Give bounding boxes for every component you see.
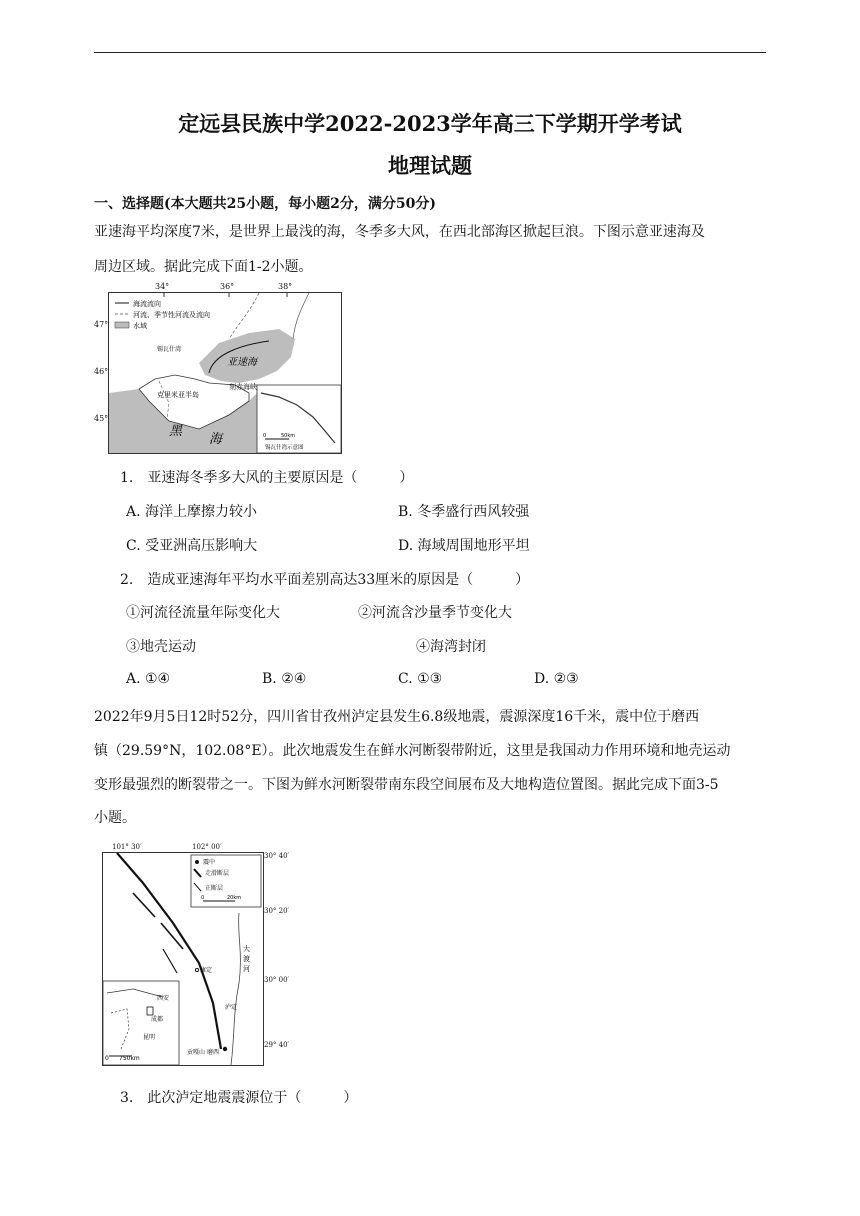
option-b[interactable]: B. ②④ [262, 671, 307, 687]
azov-label: 亚速海 [227, 357, 257, 368]
lon-label: 102° 00′ [192, 843, 222, 851]
azov-sea-water [199, 329, 295, 383]
kangding-marker [195, 968, 198, 971]
scale-label: 20km [227, 895, 242, 901]
lon-label: 36° [220, 282, 235, 291]
question-stem: 3. 此次泸定地震震源位于（ ） [120, 1090, 358, 1106]
passage-line: 2022年9月5日12时52分，四川省甘孜州泸定县发生6.8级地震，震源深度16千米，震中位于磨西 [94, 709, 700, 725]
passage-line: 亚速海平均深度7米，是世界上最浅的海，冬季多大风，在西北部海区掀起巨浪。下图示意亚速海及 [94, 224, 705, 240]
crimea-label: 克里米亚半岛 [157, 391, 199, 399]
xianshuihe-fault-map [102, 852, 264, 1066]
lat-label: 45° [94, 414, 109, 423]
top-rule [94, 52, 766, 53]
chengdu-label: 成都 [151, 1016, 164, 1023]
statement-item: ④海湾封闭 [416, 639, 486, 655]
inset-scale-zero: 0 [263, 433, 267, 439]
fault-segment [163, 949, 177, 973]
question-stem: 2. 造成亚速海年平均水平面差别高达33厘米的原因是（ ） [120, 572, 530, 588]
dadu-river [231, 913, 240, 1065]
option-label: A. [126, 504, 141, 520]
option-label: B. [398, 504, 413, 520]
luding-label: 泸定 [225, 1004, 238, 1011]
legend-item: 水域 [133, 322, 147, 330]
gongga-label: 贡嘎山 [187, 1049, 206, 1056]
passage-line: 变形最强烈的断裂带之一。下图为鲜水河断裂带南东段空间展布及大地构造位置图。据此完成下面3-5 [94, 777, 719, 793]
river [229, 293, 259, 339]
epicenter-marker [223, 1047, 227, 1051]
lat-label: 30° 40′ [264, 852, 290, 860]
inset-caption: 锡瓦什湾示意图 [265, 445, 304, 451]
fault-segment [133, 893, 155, 917]
fault-segment [161, 923, 183, 949]
scale-zero: 0 [201, 895, 205, 901]
sivash-label: 锡瓦什湾 [157, 346, 182, 353]
question-stem: 1. 亚速海冬季多大风的主要原因是（ ） [120, 470, 414, 486]
legend-epicenter-icon [195, 860, 199, 864]
legend-item: 震中 [203, 859, 216, 866]
option-c[interactable]: C. ①③ [398, 671, 443, 687]
lon-label: 101° 30′ [112, 843, 142, 851]
option-text: 海域周围地形平坦 [417, 538, 530, 554]
legend-item: 河流、季节性河流及流向 [133, 311, 210, 319]
statement-item: ③地壳运动 [126, 639, 196, 655]
passage-line: 周边区域。据此完成下面1-2小题。 [94, 259, 313, 275]
option-text: 海洋上摩擦力较小 [145, 504, 258, 520]
lat-label: 30° 20′ [264, 907, 290, 915]
inset-scale-label: 750km [119, 1055, 140, 1062]
lat-label: 46° [94, 367, 109, 376]
kangding-label: 康定 [200, 967, 213, 974]
page-title: 定远县民族中学2022-2023学年高三下学期开学考试 [178, 111, 682, 136]
tectonic-inset [103, 981, 179, 1065]
passage-line: 镇（29.59°N，102.08°E）。此次地震发生在鲜水河断裂带附近，这里是我国动力作用环境和地壳运动 [94, 743, 731, 759]
passage-line: 小题。 [94, 810, 136, 826]
lon-label: 34° [155, 282, 170, 291]
black-sea-label: 黑 [169, 424, 183, 439]
page-subtitle: 地理试题 [388, 153, 472, 178]
legend-item: 正断层 [205, 885, 224, 892]
option-c[interactable] [126, 535, 257, 555]
statement-item: ②河流含沙量季节变化大 [358, 605, 512, 621]
dadu-river-label: 大 [243, 945, 250, 953]
black-sea-label: 海 [209, 432, 223, 447]
option-label: D. [398, 538, 414, 554]
lat-label: 47° [94, 320, 109, 329]
option-label: C. [126, 538, 141, 554]
kunming-label: 昆明 [143, 1034, 156, 1041]
dadu-river-label: 渡 [243, 955, 250, 963]
option-text: 受亚洲高压影响大 [145, 538, 258, 554]
moxi-label: 磨西 [207, 1049, 220, 1056]
option-d[interactable] [398, 535, 530, 555]
lon-label: 38° [278, 282, 293, 291]
option-text: 冬季盛行西风较强 [417, 504, 530, 520]
legend-water-icon [115, 322, 129, 328]
river [293, 293, 309, 339]
option-b[interactable] [398, 501, 529, 521]
statement-item: ①河流径流量年际变化大 [126, 605, 280, 621]
section-heading: 一、选择题(本大题共25小题，每小题2分，满分50分) [94, 196, 436, 212]
option-a[interactable] [126, 501, 257, 521]
legend-item: 走滑断层 [205, 870, 230, 877]
lat-label: 30° 00′ [264, 976, 290, 984]
option-d[interactable]: D. ②③ [534, 671, 579, 687]
inset-scale-zero: 0 [105, 1055, 109, 1062]
lat-label: 29° 40′ [264, 1041, 290, 1049]
dadu-river-label: 河 [243, 965, 250, 973]
azov-sea-map [108, 292, 342, 454]
inset-scale-label: 50km [281, 433, 296, 439]
kerch-label: 刻赤海峡 [229, 383, 257, 391]
legend-item: 海流流向 [133, 300, 161, 308]
xian-label: 西安 [157, 995, 170, 1002]
option-a[interactable]: A. ①④ [126, 671, 171, 687]
